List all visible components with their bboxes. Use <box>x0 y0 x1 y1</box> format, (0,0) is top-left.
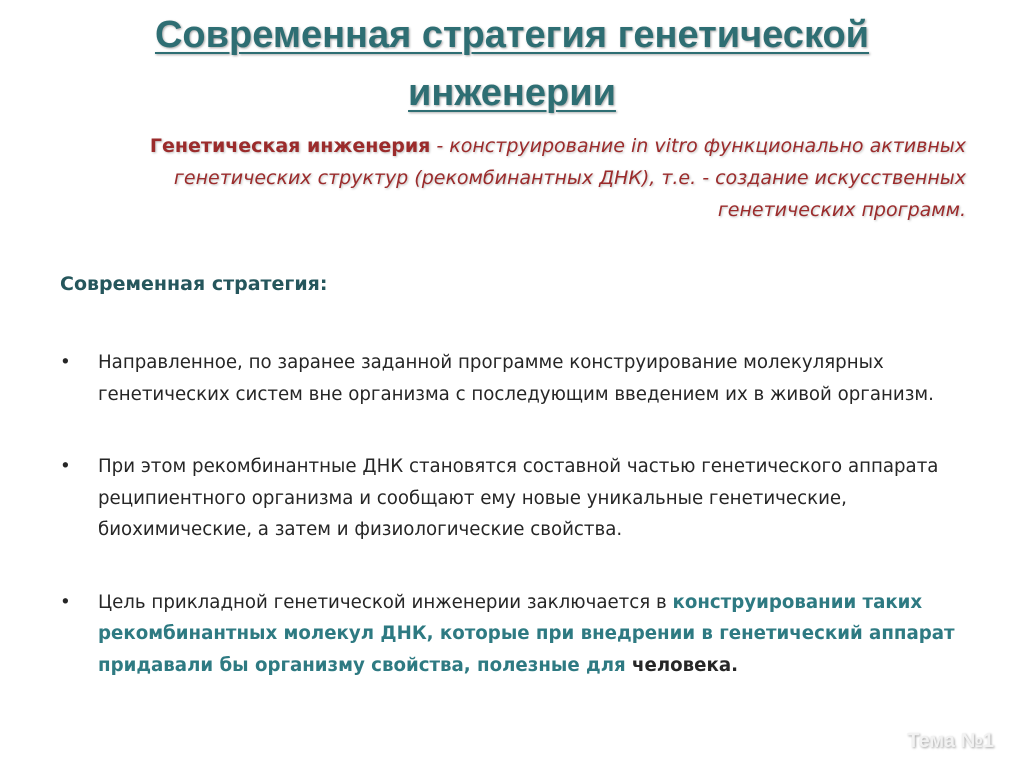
definition-term: Генетическая инженерия <box>149 135 431 157</box>
section-heading: Современная стратегия: <box>60 273 328 295</box>
bullet-marker: • <box>60 352 71 373</box>
list-item <box>60 347 960 410</box>
list-item-text-end: человека. <box>632 654 739 676</box>
list-item <box>60 587 960 682</box>
list-item <box>60 451 960 546</box>
topic-watermark: Тема №1 <box>907 730 994 752</box>
list-item-text: Цель прикладной генетической инженерии заключается в <box>98 591 673 613</box>
bullet-marker: • <box>60 591 71 613</box>
slide-title: Современная стратегия генетической инженерии <box>154 14 870 114</box>
list-item-highlight: конструировании таких рекомбинантных молекул ДНК, которые при внедрении в генетический аппарат придавали бы организму свойства, полезные для <box>98 591 955 676</box>
definition-block <box>60 130 966 226</box>
bullet-list <box>60 347 960 681</box>
list-item-text: При этом рекомбинантные ДНК становятся составной частью генетического аппарата реципиентного организма и сообщают ему новые уникальные генетические, биохимические, а затем и физиологические свойства. <box>98 456 939 540</box>
list-item-text: Направленное, по заранее заданной программе конструирование молекулярных генетических систем вне организма с последующим введением их в живой организм. <box>98 352 934 405</box>
bullet-marker: • <box>60 456 71 477</box>
definition-text: - конструирование in vitro функционально активных генетических структур (рекомбинантных ДНК), т.е. - создание искусственных генетических программ. <box>173 135 966 221</box>
